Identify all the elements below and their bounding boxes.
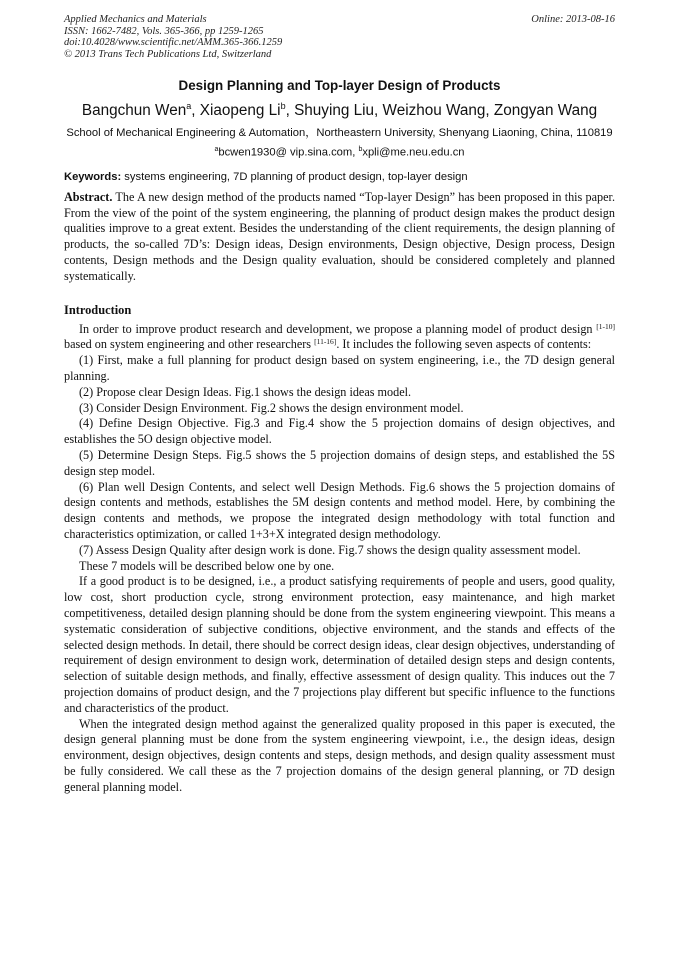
author-affil-mark: b [280, 101, 286, 111]
introduction-body [64, 322, 615, 796]
list-item: (2) Propose clear Design Ideas. Fig.1 shows the design ideas model. [79, 384, 412, 399]
intro-text: . It includes the following seven aspects of contents: [336, 337, 592, 352]
affiliation: School of Mechanical Engineering & Automation，Northeastern University, Shenyang Liaoning, China, 110819 [66, 127, 613, 140]
author-name: Shuying Liu [294, 102, 375, 120]
online-date: Online: 2013-08-16 [531, 14, 615, 25]
journal-name: Applied Mechanics and Materials [64, 14, 207, 25]
citation-ref[interactable]: [11-16] [314, 337, 337, 347]
keywords-label: Keywords: [64, 170, 122, 183]
intro-text: In order to improve product research and development, we propose a planning model of product design [79, 321, 597, 336]
citation-ref[interactable]: [1-10] [596, 321, 615, 331]
list-item: (7) Assess Design Quality after design work is done. Fig.7 shows the design quality assessment model. [79, 542, 581, 557]
intro-paragraph [64, 322, 615, 354]
keywords [64, 170, 615, 184]
author-name: Bangchun Wen [81, 102, 187, 120]
abstract-text: The A new design method of the products named “Top-layer Design” has been proposed in this paper. From the view of the point of the system engineering, the planning of product design makes the product design qualities improve to a great extent. Besides the understanding of the client requirements, the design planning of products, the so-called 7D’s: Design ideas, Design environments, Design objective, Design process, Design contents, Design methods and the Design quality evaluation, should be considered completely and planned systematically. [64, 189, 615, 283]
doi-line: doi:10.4028/www.scientific.net/AMM.365-366.1259 [64, 37, 283, 48]
abstract [64, 190, 615, 285]
abstract-label: Abstract. [64, 189, 113, 204]
paper-title: Design Planning and Top-layer Design of Products [178, 78, 501, 93]
email-mark: b [358, 146, 363, 154]
list-item: (3) Consider Design Environment. Fig.2 shows the design environment model. [79, 400, 464, 415]
keywords-text: systems engineering, 7D planning of product design, top-layer design [121, 170, 468, 183]
issn-line: ISSN: 1662-7482, Vols. 365-366, pp 1259-1265 [64, 25, 264, 37]
list-item: (4) Define Design Objective. Fig.3 and Fig.4 show the 5 projection domains of design objectives, and establishes the 5O design objective model. [64, 416, 615, 447]
section-heading-introduction: Introduction [64, 302, 132, 317]
email-address: xpli@me.neu.edu.cn [362, 146, 465, 159]
intro-text: based on system engineering and other researchers [64, 337, 315, 352]
list-item: (5) Determine Design Steps. Fig.5 shows the 5 projection domains of design steps, and established the 5S design step model. [64, 447, 615, 478]
email-mark: a [214, 146, 219, 154]
copyright-line: © 2013 Trans Tech Publications Ltd, Switzerland [64, 48, 272, 60]
author-name: Xiaopeng Li [199, 102, 281, 120]
author-emails [64, 143, 615, 160]
author-name: Weizhou Wang [382, 102, 486, 120]
author-list: Bangchun Wen$^a$, Xiaopeng Li$^b$, Shuying Liu, Weizhou Wang, Zongyan Wang [81, 101, 598, 120]
list-item: (1) First, make a full planning for product design based on system engineering, i.e., the 7D design general planning. [64, 353, 615, 383]
journal-header [64, 14, 615, 60]
body-paragraph: When the integrated design method against the generalized quality proposed in this paper is executed, the design general planning must be done from the system engineering viewpoint, i.e., the design ideas, design environment, design objectives, design contents and steps, design methods, and design quality assessment must be fully considered. We call these as the 7 projection domains of the design general planning, or 7D design general planning model. [64, 716, 615, 794]
paper-page [64, 14, 615, 796]
author-name: Zongyan Wang [493, 102, 598, 120]
author-affil-mark: a [186, 101, 192, 111]
body-paragraph: If a good product is to be designed, i.e., a product satisfying requirements of people and users, good quality, low cost, short production cycle, strong environment protection, easy maintenance, and high market competitiveness, detailed design planning should be done from the system engineering viewpoint. This means a systematic consideration of subjective conditions, objective environment, and the stands and effects of the selected design methods. In detail, there should be correct design ideas, clear design objectives, understanding of requirement of design environment to design work, determination of detailed design steps and design contents, selection of suitable design methods, and finally, effective assessment of design quality. This induces out the 7 projection domains of product design, and the 7 projections play different but specific influence to the functions and characteristics of the product. [64, 574, 615, 715]
body-paragraph: These 7 models will be described below one by one. [79, 558, 335, 573]
list-item: (6) Plan well Design Contents, and select well Design Methods. Fig.6 shows the 5 projection domains of design contents and methods, establishes the 5M design contents and method model. Here, by combining the design contents and methods, we propose the integrated design methodology with total function and characteristics optimization, or called 1+3+X integrated design methodology. [64, 479, 615, 541]
email-address: bcwen1930@ vip.sina.com, [218, 146, 359, 159]
